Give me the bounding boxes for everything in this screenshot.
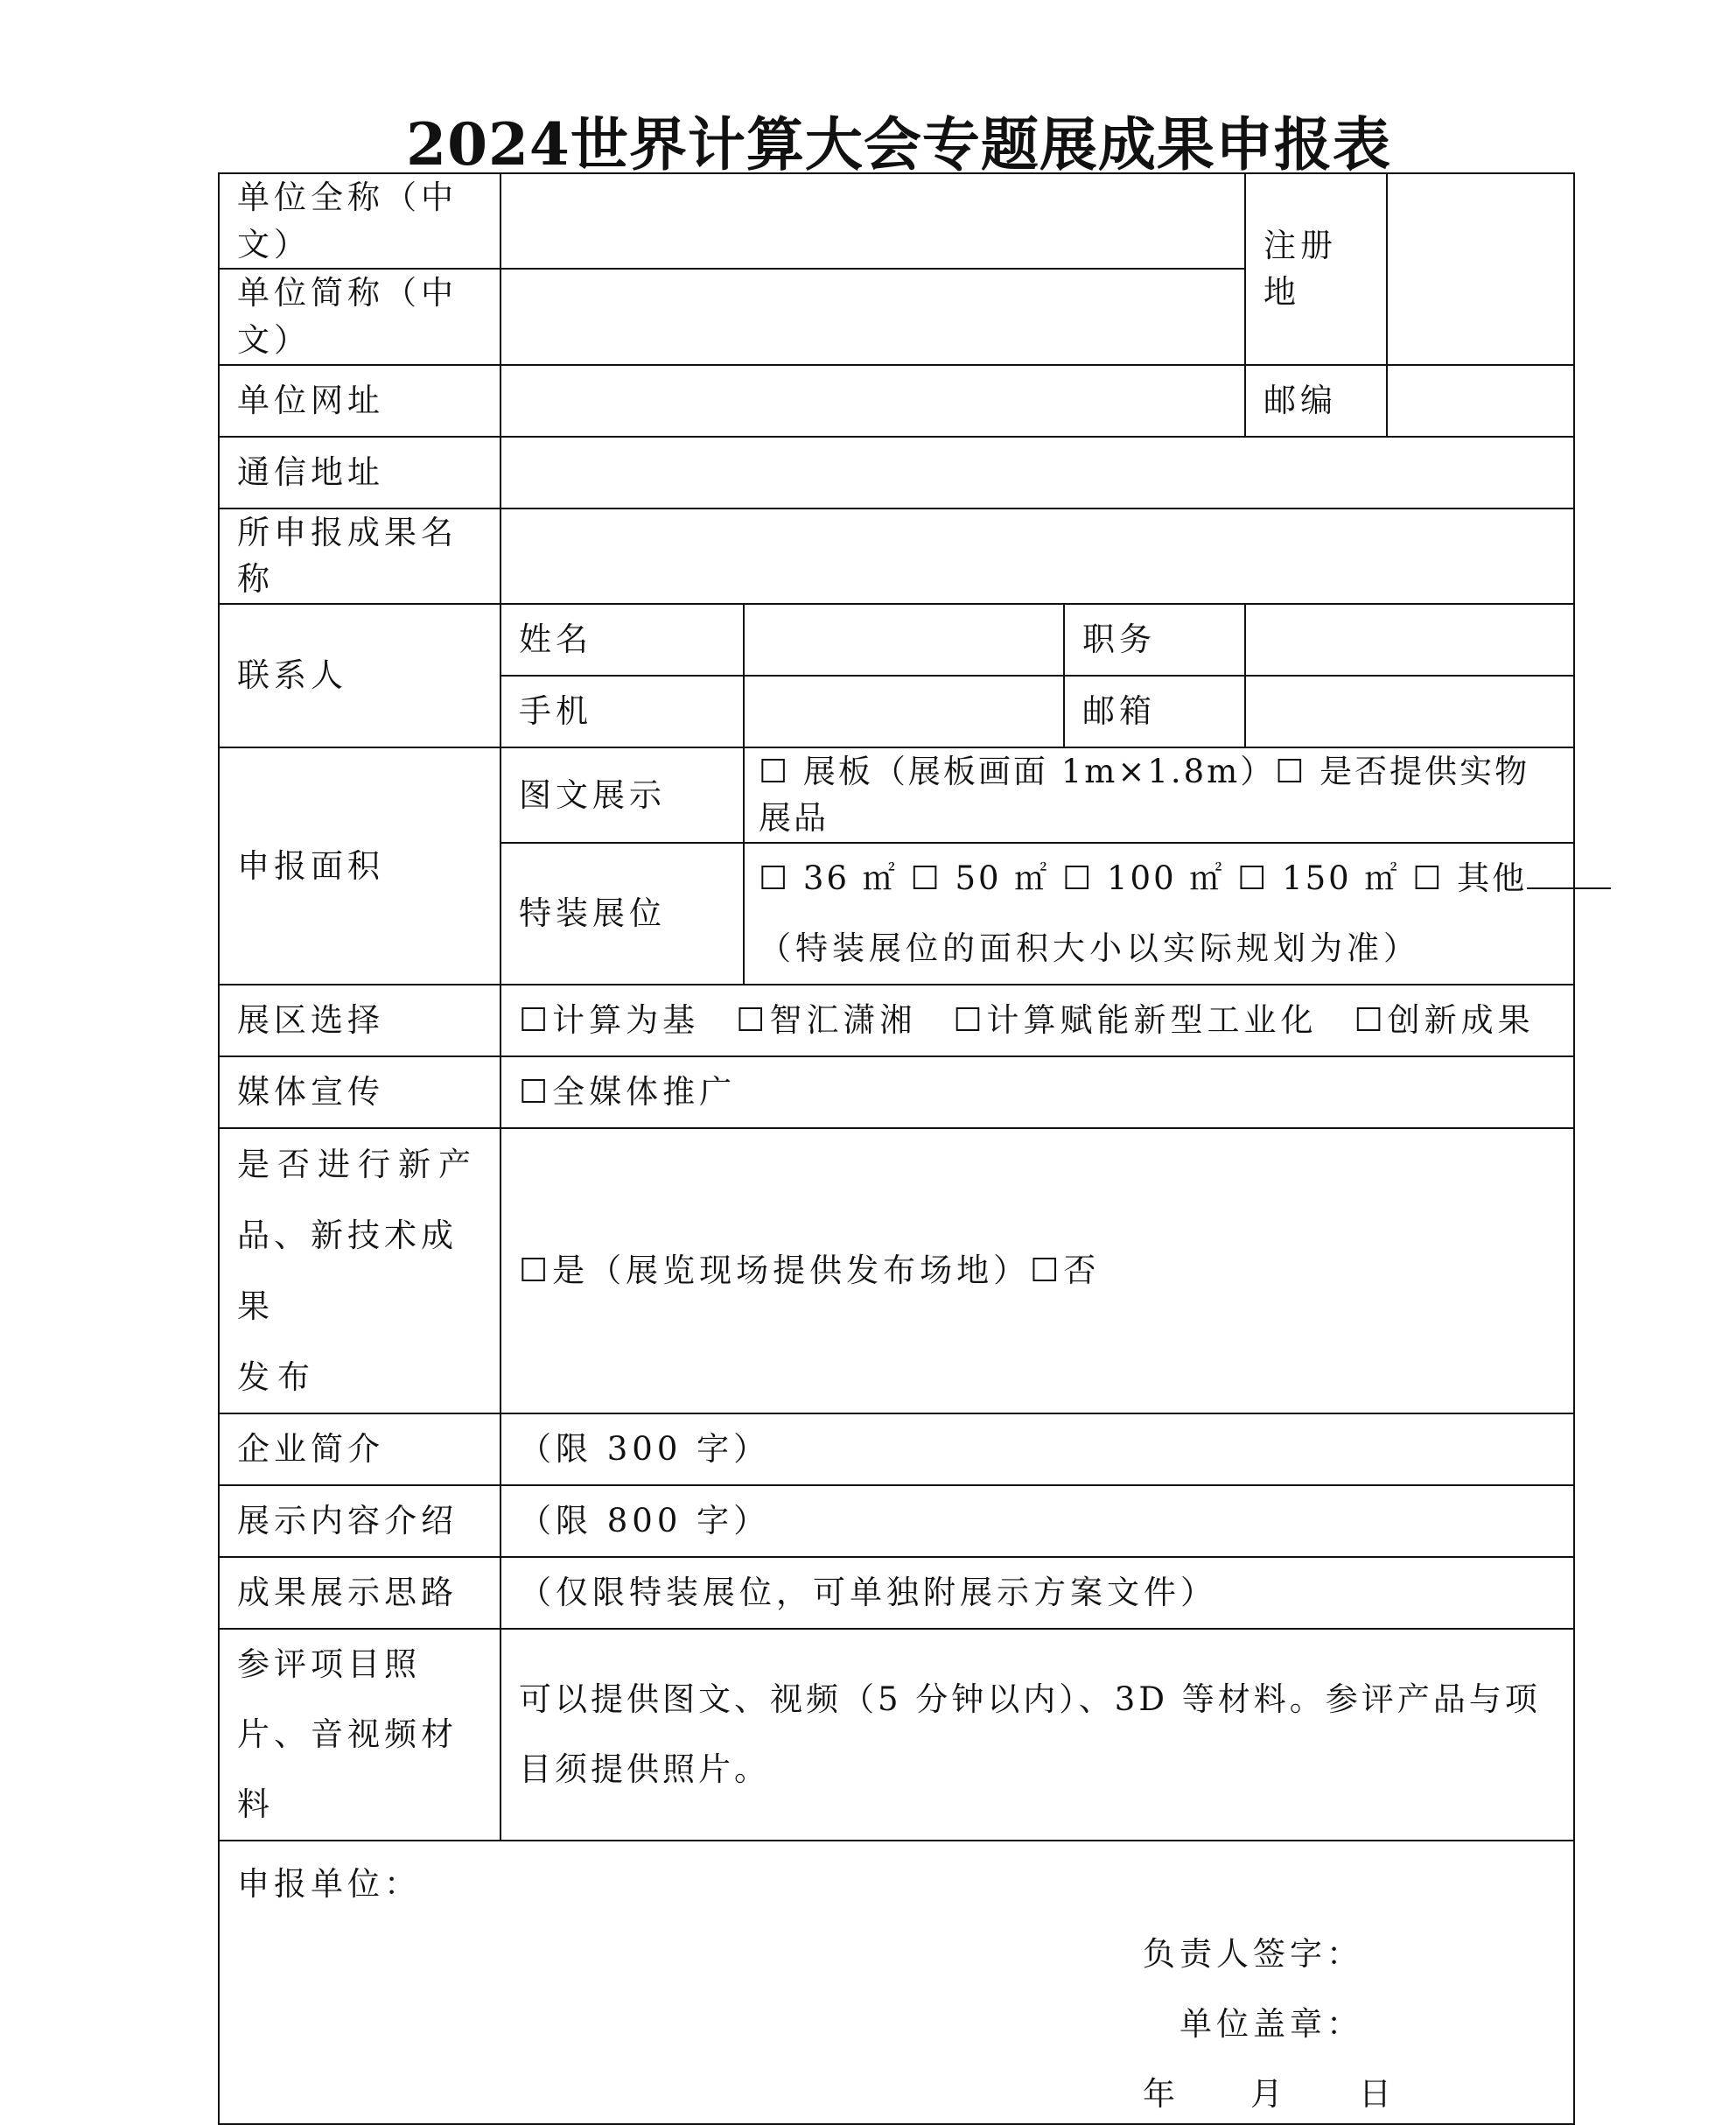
label-photos: 参评项目照片、音视频材料 (219, 1629, 500, 1841)
year-label: 年 (1143, 2075, 1180, 2114)
graphic-display-options[interactable]: ☐ 展板（展板画面 1m×1.8m）☐ 是否提供实物展品 (744, 747, 1574, 843)
website-field[interactable] (500, 365, 1245, 437)
day-label: 日 (1359, 2075, 1396, 2114)
label-zone: 展区选择 (219, 985, 500, 1056)
content-note[interactable]: （限 800 字） (500, 1485, 1574, 1557)
label-area: 申报面积 (219, 747, 500, 985)
special-booth-note: （特装展位的面积大小以实际规划为准） (759, 929, 1420, 968)
label-full-name-cn: 单位全称（中文） (219, 173, 500, 269)
label-release (219, 1128, 500, 1413)
other-blank-field[interactable] (1527, 858, 1611, 889)
intro-note[interactable]: （限 300 字） (500, 1413, 1574, 1485)
idea-note[interactable]: （仅限特装展位，可单独附展示方案文件） (500, 1557, 1574, 1629)
label-contact-position: 职务 (1064, 604, 1245, 676)
label-release-line2: 品、新技术成果 (237, 1217, 458, 1326)
label-release-line1: 是否进行新产 (237, 1146, 479, 1184)
month-label: 月 (1250, 2075, 1287, 2114)
label-media: 媒体宣传 (219, 1056, 500, 1128)
label-release-line3: 发布 (237, 1358, 318, 1397)
full-name-cn-field[interactable] (500, 173, 1245, 269)
achievement-name-field[interactable] (500, 508, 1574, 604)
label-special-booth: 特装展位 (500, 843, 744, 985)
contact-position-field[interactable] (1245, 604, 1574, 676)
label-achievement-name: 所申报成果名称 (219, 508, 500, 604)
registered-place-field[interactable] (1387, 173, 1574, 365)
label-idea: 成果展示思路 (219, 1557, 500, 1629)
label-graphic-display: 图文展示 (500, 747, 744, 843)
signature-area (219, 1841, 1574, 2124)
label-short-name-cn: 单位简称（中文） (219, 269, 500, 364)
postcode-field[interactable] (1387, 365, 1574, 437)
seal-label: 单位盖章： (1180, 2005, 1363, 2044)
label-intro: 企业简介 (219, 1413, 500, 1485)
label-contact: 联系人 (219, 604, 500, 747)
label-registered-place: 注册地 (1245, 173, 1387, 365)
label-contact-email: 邮箱 (1064, 676, 1245, 747)
short-name-cn-field[interactable] (500, 269, 1245, 364)
label-contact-name: 姓名 (500, 604, 744, 676)
contact-name-field[interactable] (744, 604, 1064, 676)
applicant-label: 申报单位： (237, 1865, 421, 1904)
media-options[interactable]: ☐全媒体推广 (500, 1056, 1574, 1128)
special-booth-options[interactable]: ☐ 36 ㎡ ☐ 50 ㎡ ☐ 100 ㎡ ☐ 150 ㎡ ☐ 其他 (759, 859, 1528, 898)
mailing-address-field[interactable] (500, 437, 1574, 508)
contact-mobile-field[interactable] (744, 676, 1064, 747)
photos-note[interactable]: 可以提供图文、视频（5 分钟以内）、3D 等材料。参评产品与项目须提供照片。 (500, 1629, 1574, 1841)
label-contact-mobile: 手机 (500, 676, 744, 747)
label-website: 单位网址 (219, 365, 500, 437)
release-options[interactable]: ☐是（展览现场提供发布场地）☐否 (500, 1128, 1574, 1413)
label-content: 展示内容介绍 (219, 1485, 500, 1557)
zone-options[interactable]: ☐计算为基 ☐智汇潇湘 ☐计算赋能新型工业化 ☐创新成果 (500, 985, 1574, 1056)
page-title: 2024世界计算大会专题展成果申报表 (406, 110, 1391, 179)
application-form (218, 172, 1575, 2125)
label-postcode: 邮编 (1245, 365, 1387, 437)
contact-email-field[interactable] (1245, 676, 1574, 747)
person-in-charge-label: 负责人签字： (1143, 1935, 1363, 1974)
label-mailing-address: 通信地址 (219, 437, 500, 508)
